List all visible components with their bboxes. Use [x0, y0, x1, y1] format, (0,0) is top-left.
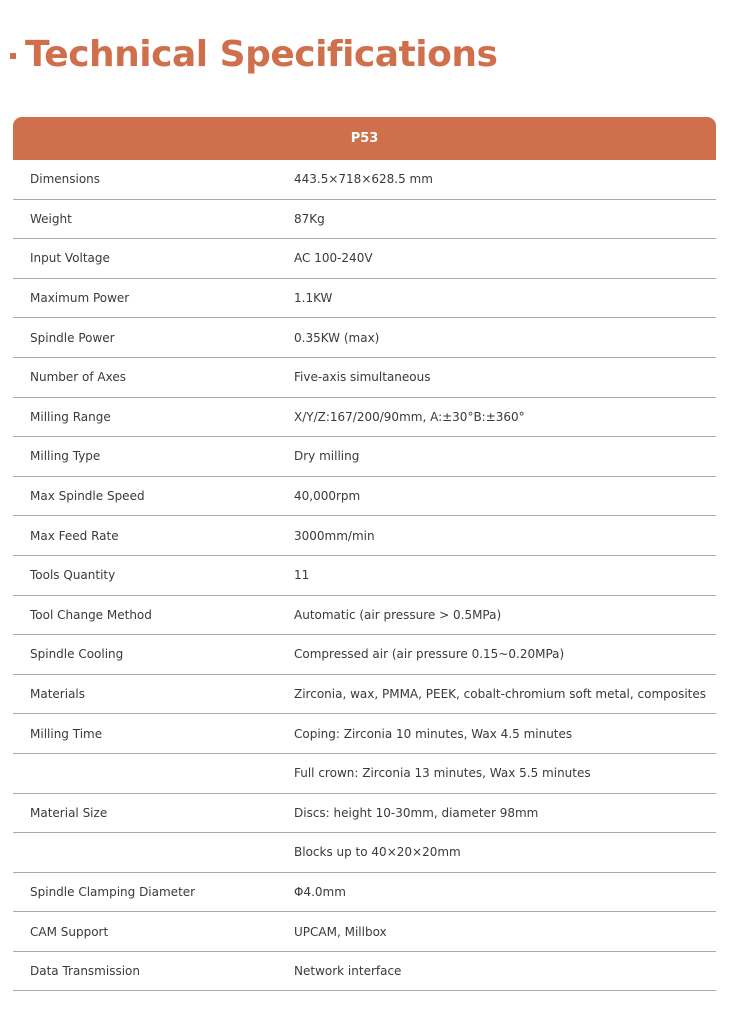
spec-label: Spindle Power [30, 330, 115, 345]
page-title-block [10, 30, 497, 80]
spec-label: Tool Change Method [30, 607, 152, 622]
spec-value: Blocks up to 40×20×20mm [294, 845, 461, 860]
table-row [13, 398, 716, 438]
table-row [13, 516, 716, 556]
spec-label: Weight [30, 211, 72, 226]
spec-label: Max Feed Rate [30, 528, 119, 543]
table-row [13, 794, 716, 834]
spec-value: X/Y/Z:167/200/90mm, A:±30°B:±360° [294, 409, 525, 424]
spec-table-header [13, 117, 716, 160]
table-row [13, 437, 716, 477]
spec-label: Milling Type [30, 449, 101, 464]
table-row [13, 675, 716, 715]
spec-label: CAM Support [30, 924, 109, 939]
spec-value: 40,000rpm [294, 489, 361, 504]
table-row [13, 160, 716, 200]
spec-label: Spindle Cooling [30, 647, 124, 662]
spec-value: Network interface [294, 964, 402, 979]
spec-label: Dimensions [30, 172, 101, 187]
spec-label: Maximum Power [30, 291, 130, 306]
table-row [13, 714, 716, 754]
table-row [13, 279, 716, 319]
table-row [13, 358, 716, 398]
spec-label: Input Voltage [30, 251, 110, 266]
spec-value: 3000mm/min [294, 528, 375, 543]
model-name: P53 [350, 131, 379, 146]
spec-value: 443.5×718×628.5 mm [294, 172, 433, 187]
table-row [13, 596, 716, 636]
spec-label: Tools Quantity [30, 568, 116, 583]
spec-value: Φ4.0mm [294, 884, 346, 899]
spec-value: UPCAM, Millbox [294, 924, 387, 939]
table-row [13, 952, 716, 992]
spec-value: Five-axis simultaneous [294, 370, 431, 385]
spec-value: 1.1KW [294, 291, 333, 306]
table-row [13, 239, 716, 279]
spec-value: Dry milling [294, 449, 360, 464]
spec-label: Max Spindle Speed [30, 489, 145, 504]
table-row [13, 873, 716, 913]
spec-label: Milling Range [30, 409, 111, 424]
spec-value: 87Kg [294, 211, 325, 226]
table-row [13, 833, 716, 873]
spec-value: Full crown: Zirconia 13 minutes, Wax 5.5 minutes [294, 766, 591, 781]
spec-label: Spindle Clamping Diameter [30, 884, 196, 899]
table-row [13, 635, 716, 675]
title-bullet-icon [10, 53, 16, 59]
page-title: Technical Specifications [25, 34, 498, 75]
table-row [13, 556, 716, 596]
spec-value: Compressed air (air pressure 0.15~0.20MPa) [294, 647, 565, 662]
table-row [13, 318, 716, 358]
spec-table-body [13, 160, 716, 991]
table-row [13, 912, 716, 952]
table-row [13, 754, 716, 794]
spec-label: Number of Axes [30, 370, 126, 385]
spec-value: Zirconia, wax, PMMA, PEEK, cobalt-chromium soft metal, composites [294, 687, 707, 702]
spec-label: Material Size [30, 805, 108, 820]
spec-label: Data Transmission [30, 964, 140, 979]
spec-value: Discs: height 10-30mm, diameter 98mm [294, 805, 539, 820]
spec-value: Coping: Zirconia 10 minutes, Wax 4.5 minutes [294, 726, 573, 741]
spec-value: 0.35KW (max) [294, 330, 380, 345]
spec-table [13, 117, 716, 991]
spec-value: 11 [294, 568, 310, 583]
spec-label: Milling Time [30, 726, 103, 741]
spec-value: AC 100-240V [294, 251, 373, 266]
table-row [13, 477, 716, 517]
spec-value: Automatic (air pressure > 0.5MPa) [294, 607, 502, 622]
spec-label: Materials [30, 687, 86, 702]
table-row [13, 200, 716, 240]
